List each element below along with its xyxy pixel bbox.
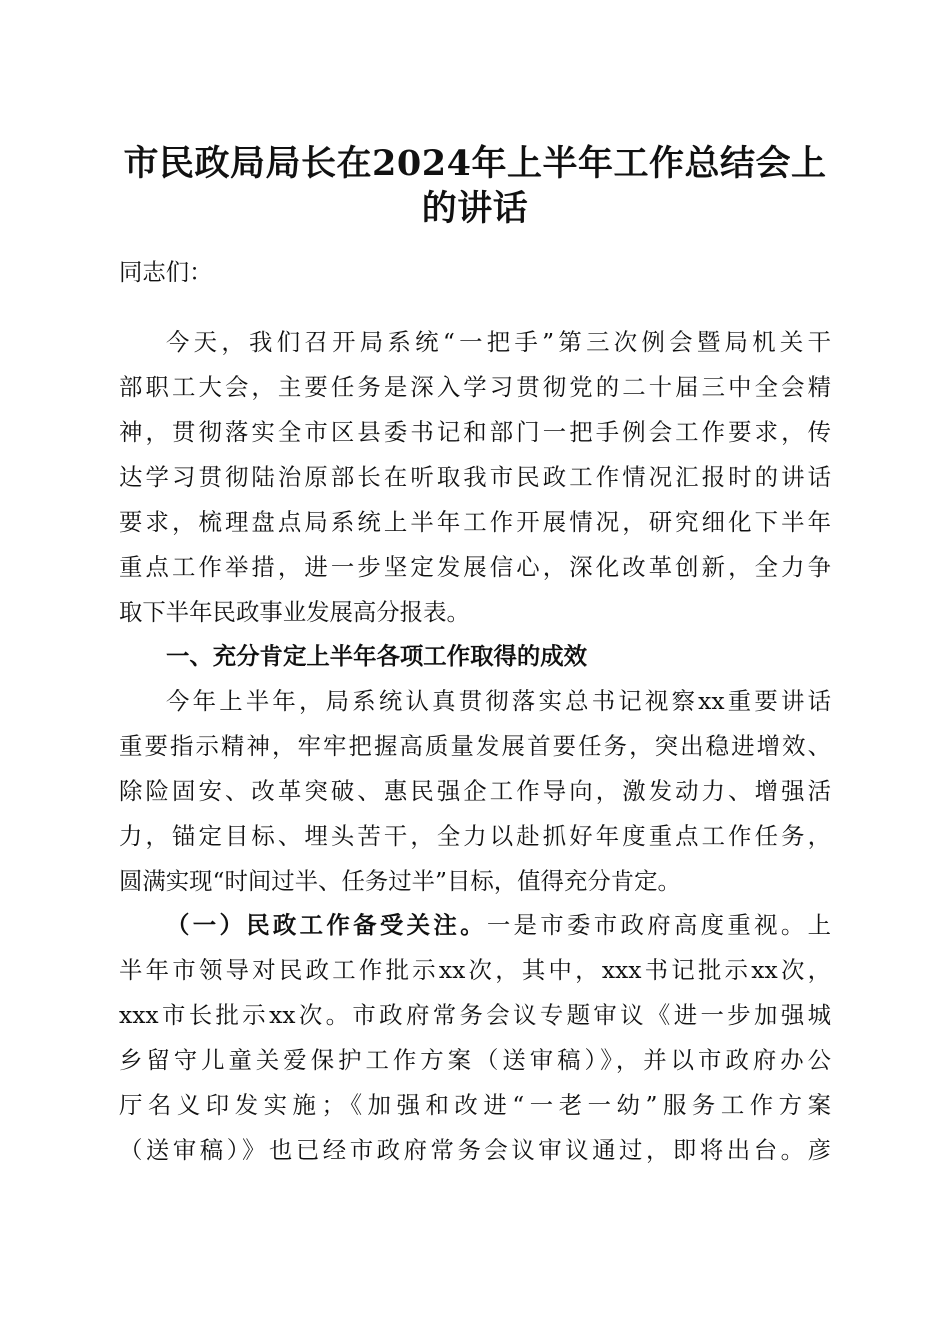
section-body-line: 力，锚定目标、埋头苦干，全力以赴抓好年度重点工作任务，	[119, 822, 831, 850]
subsection-body-line: 厅名义印发实施；《加强和改进“一老一幼”服务工作方案	[119, 1091, 831, 1119]
intro-line: 今天，我们召开局系统“一把手”第三次例会暨局机关干	[166, 328, 831, 356]
subsection-body-line: xxx市长批示xx次。市政府常务会议专题审议《进一步加强城	[119, 1001, 831, 1029]
intro-line: 取下半年民政事业发展高分报表。	[119, 598, 470, 626]
intro-line: 神，贯彻落实全市区县委书记和部门一把手例会工作要求，传	[119, 418, 831, 446]
document-title-line-1: 市民政局局长在2024年上半年工作总结会上	[123, 143, 827, 184]
intro-line: 达学习贯彻陆治原部长在听取我市民政工作情况汇报时的讲话	[119, 463, 831, 491]
intro-line: 部职工大会，主要任务是深入学习贯彻党的二十届三中全会精	[119, 373, 831, 401]
subsection-heading: （一）民政工作备受关注。	[166, 911, 487, 939]
document-title-line-2: 的讲话	[421, 188, 529, 229]
intro-line: 要求，梳理盘点局系统上半年工作开展情况，研究细化下半年	[119, 508, 831, 536]
subsection-body-line: 乡留守儿童关爱保护工作方案（送审稿）》，并以市政府办公	[119, 1046, 831, 1074]
section-body-line: 圆满实现“时间过半、任务过半”目标，值得充分肯定。	[119, 867, 681, 895]
subsection-body-line: （送审稿）》也已经市政府常务会议审议通过，即将出台。彦	[119, 1136, 831, 1164]
section-body-line: 除险固安、改革突破、惠民强企工作导向，激发动力、增强活	[119, 777, 831, 805]
subsection-body-line: 半年市领导对民政工作批示xx次，其中，xxx书记批示xx次，	[119, 956, 831, 984]
section-body-line: 重要指示精神，牢牢把握高质量发展首要任务，突出稳进增效、	[119, 732, 831, 760]
section-heading: 一、充分肯定上半年各项工作取得的成效	[166, 642, 588, 670]
section-body-line: 今年上半年，局系统认真贯彻落实总书记视察xx重要讲话	[166, 687, 831, 715]
subsection-text: 一是市委市政府高度重视。上	[486, 911, 832, 939]
subsection-first-line	[166, 907, 831, 943]
intro-line: 重点工作举措，进一步坚定发展信心，深化改革创新，全力争	[119, 553, 831, 581]
salutation: 同志们：	[119, 258, 213, 286]
